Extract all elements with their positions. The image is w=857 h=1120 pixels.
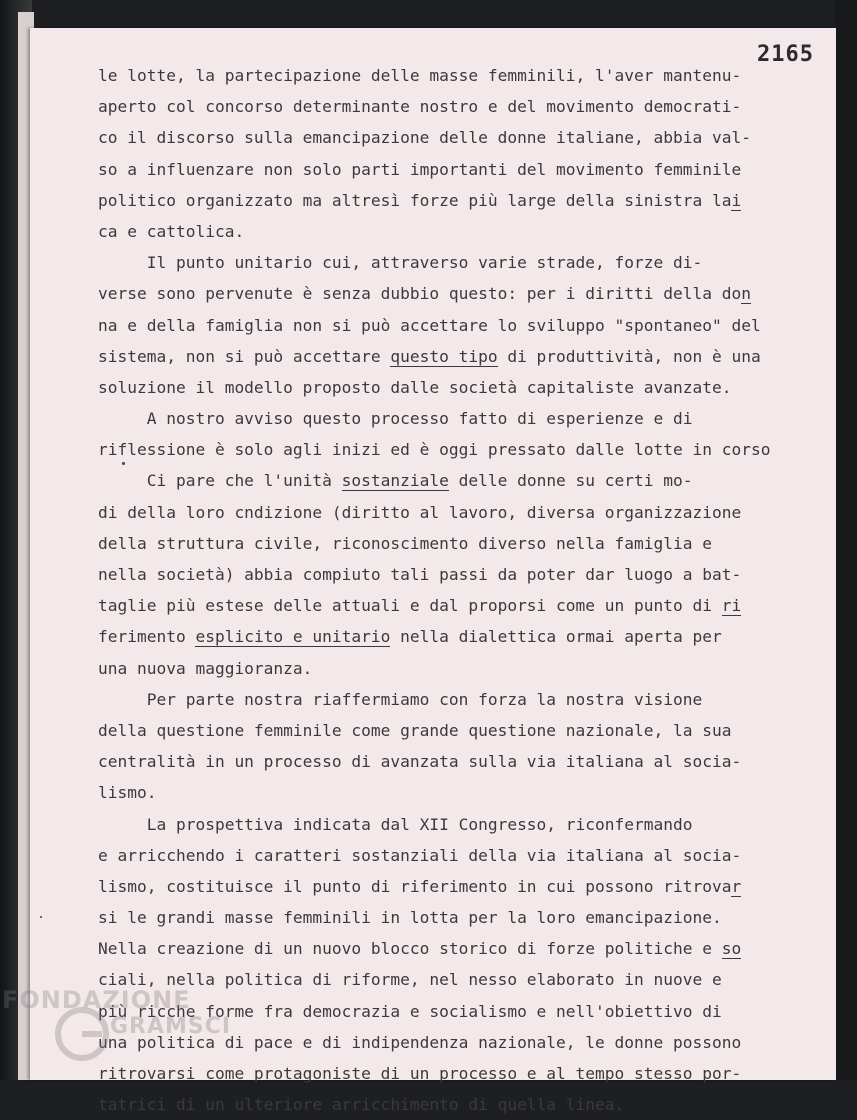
text-line (98, 1027, 798, 1058)
text-line (98, 653, 798, 684)
text-line (98, 434, 798, 465)
text-line (98, 996, 798, 1027)
underlined-text: ri (721, 596, 742, 616)
underlined-text: esplicito e unitario (195, 627, 391, 647)
underlined-text: i (731, 190, 742, 210)
text-line (98, 310, 798, 341)
text-segment: lismo, costituisce il punto di riferimento in cui possono ritrova (98, 876, 732, 896)
text-line (98, 871, 798, 902)
text-line (98, 964, 798, 995)
text-line (98, 684, 798, 715)
text-line (98, 902, 798, 933)
text-line (98, 1058, 798, 1089)
text-segment: lismo. (98, 783, 157, 803)
text-segment: politico organizzato ma altresì forze più large della sinistra la (98, 190, 732, 210)
text-line (98, 715, 798, 746)
text-segment: na e della famiglia non si può accettare lo sviluppo "spontaneo" del (98, 315, 761, 335)
page-number: 2165 (757, 42, 814, 67)
watermark-line-2: GRAMSCI (110, 1014, 232, 1039)
watermark-line-1: FONDAZIONE (2, 986, 191, 1014)
text-line (98, 559, 798, 590)
text-line (98, 216, 798, 247)
text-segment: Nella creazione di un nuovo blocco storico di forze politiche e (98, 939, 722, 959)
text-segment: nella società) abbia compiuto tali passi da poter dar luogo a bat- (98, 565, 742, 584)
text-line (98, 465, 798, 496)
text-line (98, 372, 798, 403)
text-line (98, 621, 798, 652)
text-segment: soluzione il modello proposto dalle società capitaliste avanzate. (98, 377, 732, 397)
text-segment: delle donne su certi mo- (448, 471, 693, 491)
stray-ink-dot (122, 462, 125, 465)
text-segment: taglie più estese delle attuali e dal proporsi come un punto di (98, 596, 722, 616)
text-segment: A nostro avviso questo processo fatto di esperienze e di (98, 409, 693, 429)
document-page (30, 28, 836, 1115)
text-line (98, 60, 798, 91)
text-segment: di della loro cndizione (diritto al lavoro, diversa organizzazione (98, 502, 742, 522)
text-segment: aperto col concorso determinante nostro e del movimento democrati- (98, 97, 742, 117)
text-segment: Il punto unitario cui, attraverso varie strade, forze di- (98, 253, 703, 273)
text-segment: una nuova maggioranza. (98, 658, 313, 678)
stray-ink-dot (40, 916, 42, 918)
text-segment: e arricchendo i caratteri sostanziali della via italiana al socia- (98, 845, 742, 865)
text-line (98, 933, 798, 964)
document-text (98, 60, 798, 1120)
text-line (98, 154, 798, 185)
text-line (98, 278, 798, 309)
underlined-text: questo tipo (390, 346, 498, 366)
text-line (98, 840, 798, 871)
underlined-text: sostanziale (341, 471, 449, 491)
text-segment: centralità in un processo di avanzata sulla via italiana al socia- (98, 752, 742, 772)
text-line (98, 746, 798, 777)
text-line (98, 777, 798, 808)
underlined-text: so (721, 939, 742, 959)
text-line (98, 341, 798, 372)
text-segment: verse sono pervenute è senza dubbio questo: per i diritti della do (98, 284, 742, 304)
text-line (98, 247, 798, 278)
text-segment: La prospettiva indicata dal XII Congresso, riconfermando (98, 814, 693, 834)
text-segment: tatrici di un ulteriore arricchimento di quella linea. (98, 1095, 625, 1115)
underlined-text: n (741, 284, 751, 304)
text-line (98, 91, 798, 122)
text-line (98, 809, 798, 840)
text-segment: le lotte, la partecipazione delle masse femminili, l'aver mantenu- (98, 66, 742, 85)
text-segment: della questione femminile come grande questione nazionale, la sua (98, 720, 732, 740)
text-line (98, 403, 798, 434)
text-segment: una politica di pace e di indipendenza nazionale, le donne possono (98, 1032, 742, 1052)
text-segment: ritrovarsi come protagoniste di un processo e al tempo stesso por- (98, 1064, 742, 1083)
text-segment: più ricche forme fra democrazia e socialismo e nell'obiettivo di (98, 1001, 722, 1021)
text-segment: so a influenzare non solo parti importanti del movimento femminile (98, 159, 742, 179)
text-segment: ferimento (98, 627, 196, 647)
text-segment: co il discorso sulla emancipazione delle donne italiane, abbia val- (98, 128, 751, 148)
text-segment: della struttura civile, riconoscimento diverso nella famiglia e (98, 533, 712, 553)
text-segment: di produttività, non è una (497, 346, 761, 366)
text-line (98, 122, 798, 153)
text-segment: Ci pare che l'unità (98, 471, 342, 491)
text-line (98, 1089, 798, 1120)
underlined-text: r (731, 876, 742, 896)
text-line (98, 590, 798, 621)
text-segment: ca e cattolica. (98, 221, 245, 241)
text-segment: Per parte nostra riaffermiamo con forza la nostra visione (98, 689, 703, 709)
text-line (98, 528, 798, 559)
right-dark-edge (835, 0, 857, 1080)
text-line (98, 497, 798, 528)
text-segment: ciali, nella politica di riforme, nel nesso elaborato in nuove e (98, 970, 722, 990)
text-line (98, 185, 798, 216)
text-segment: riflessione è solo agli inizi ed è oggi pressato dalle lotte in corso (98, 440, 771, 460)
text-segment: si le grandi masse femminili in lotta per la loro emancipazione. (98, 908, 722, 928)
text-segment: sistema, non si può accettare (98, 346, 391, 366)
text-segment: nella dialettica ormai aperta per (390, 627, 722, 647)
